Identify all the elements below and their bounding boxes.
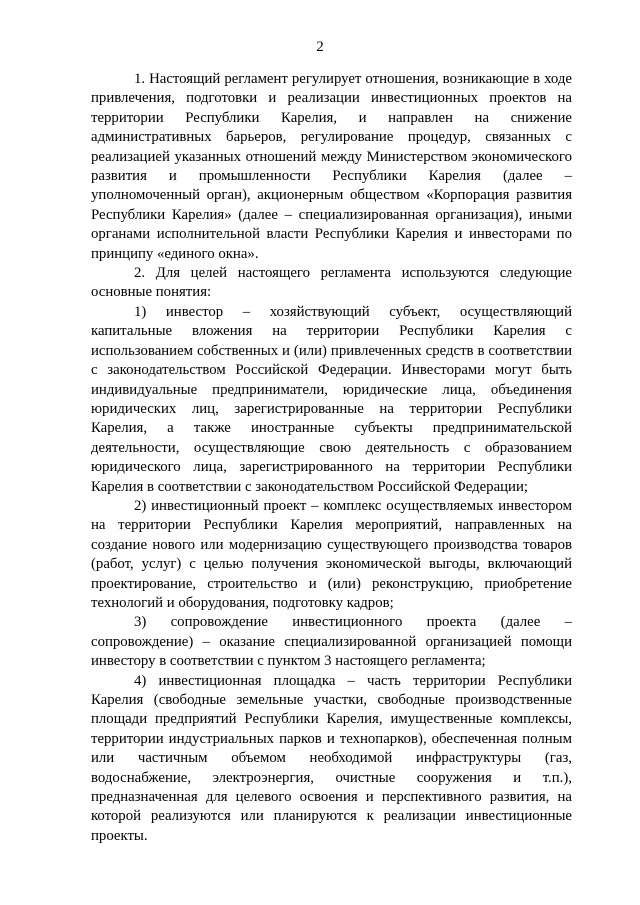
document-body (91, 70, 572, 846)
definition-investor: 1) инвестор – хозяйствующий субъект, осуществляющий капитальные вложения на территории Республики Карелия с использованием собственных и (или) привлеченных средств в соответствии с законодательством Российской Федерации. Инвесторами могут быть индивидуальные предприниматели, юридические лица, объединения юридических лиц, зарегистрированные на территории Республики Карелия, а также иностранные субъекты предпринимательской деятельности, осуществляющие свою деятельность с образованием юридического лица, зарегистрированного на территории Республики Карелия в соответствии с законодательством Российской Федерации; (91, 303, 572, 495)
definition-investment-project: 2) инвестиционный проект – комплекс осуществляемых инвестором на территории Республики Карелия мероприятий, направленных на создание нового или модернизацию существующего производства товаров (работ, услуг) с целью получения экономической выгоды, включающий проектирование, строительство и (или) реконструкцию, приобретение технологий и оборудования, подготовку кадров; (91, 497, 572, 611)
paragraph-2-definitions-intro: 2. Для целей настоящего регламента используются следующие основные понятия: (91, 265, 572, 301)
definition-investment-site: 4) инвестиционная площадка – часть территории Республики Карелия (свободные земельные участки, свободные производственные площади предприятий Республики Карелия, имущественные комплексы, территории индустриальных парков и технопарков), обеспеченная полным или частичным объемом необходимой инфраструктуры (газ, водоснабжение, электроэнергия, очистные сооружения и т.п.), предназначенная для целевого освоения и перспективного развития, на которой реализуются или планируются к реализации инвестиционные проекты. (91, 672, 572, 844)
paragraph-1-scope: 1. Настоящий регламент регулирует отношения, возникающие в ходе привлечения, подготовки и реализации инвестиционных проектов на территории Республики Карелия, и направлен на снижение административных барьеров, регулирование процедур, связанных с реализацией указанных отношений между Министерством экономического развития и промышленности Республики Карелия (далее – уполномоченный орган), акционерным обществом «Корпорация развития Республики Карелия» (далее – специализированная организация), иными органами исполнительной власти Республики Карелия и инвесторами по принципу «единого окна». (91, 71, 572, 262)
definition-support: 3) сопровождение инвестиционного проекта (далее – сопровождение) – оказание специализированной организацией помощи инвестору в соответствии с пунктом 3 настоящего регламента; (91, 614, 572, 670)
page-number: 2 (316, 39, 324, 55)
